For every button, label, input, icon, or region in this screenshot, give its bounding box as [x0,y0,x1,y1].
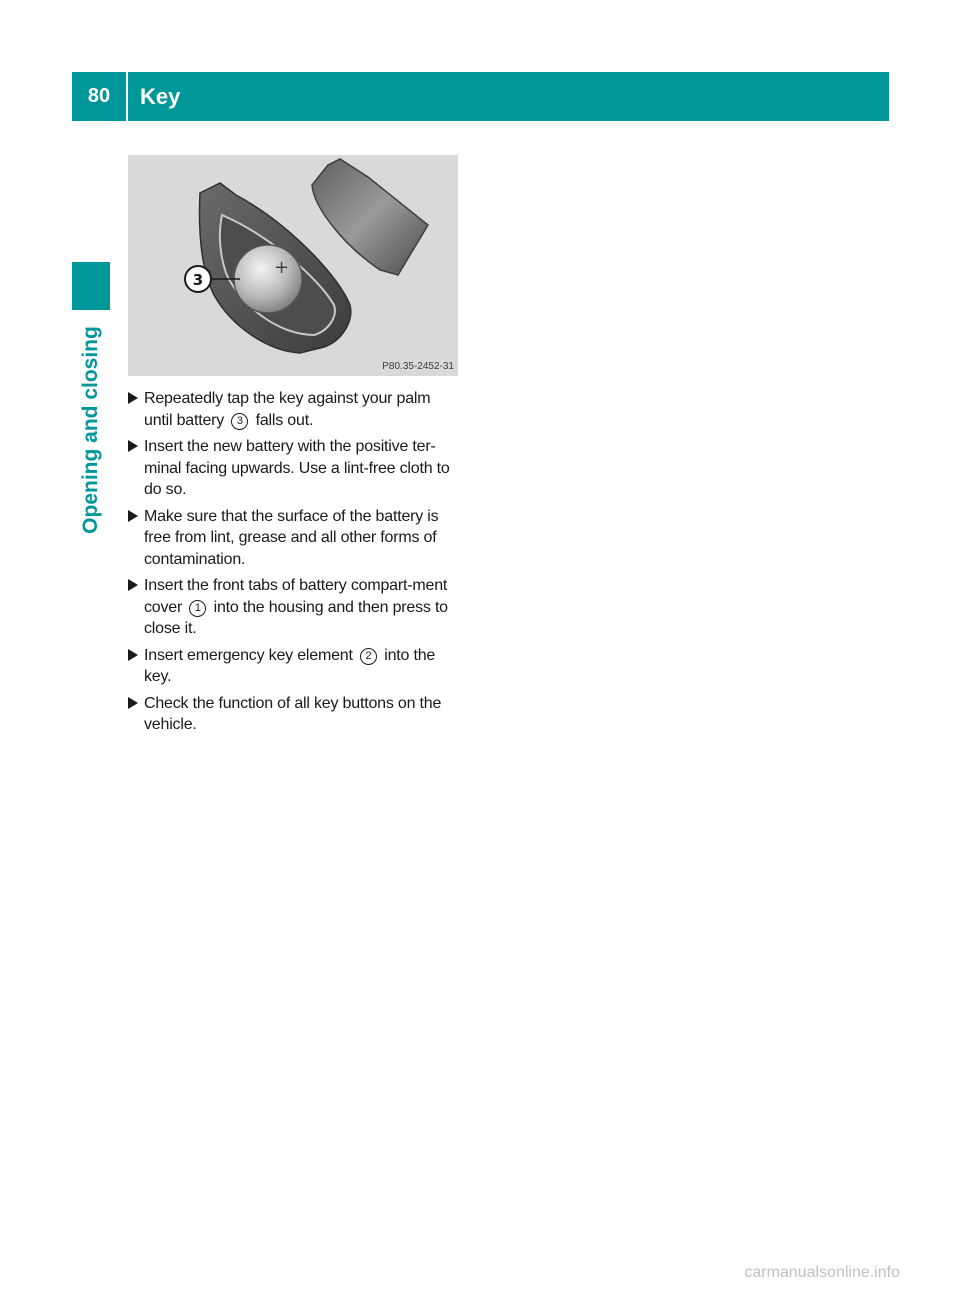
header-bar [72,72,889,121]
step-arrow-icon [128,392,138,404]
instruction-step [128,575,462,640]
step-text: Make sure that the surface of the battery is free from lint, grease and all other forms of contamination. [144,507,439,568]
step-text: Check the function of all key buttons on the vehicle. [144,694,442,733]
step-text: Insert the new battery with the positive ter-minal facing upwards. Use a lint-free cloth to do so. [144,438,450,498]
key-illustration-svg [128,155,458,376]
key-battery-illustration [128,155,458,376]
footer-watermark: carmanualsonline.info [744,1264,900,1281]
step-arrow-icon [128,440,138,452]
step-text: Insert the front tabs of battery compart-ment cover [144,577,448,616]
figure-code: P80.35-2452-31 [382,361,454,372]
callout-number-badge: 2 [360,648,377,665]
instruction-step [128,693,462,736]
instruction-step [128,388,462,431]
step-arrow-icon [128,649,138,661]
callout-number-badge: 1 [189,600,206,617]
header-divider [126,72,128,121]
step-text: Repeatedly tap the key against your palm until battery [144,390,431,429]
callout-number-badge: 3 [231,413,248,430]
step-text-continued: into the key. [144,646,436,685]
step-arrow-icon [128,579,138,591]
instruction-list [128,388,462,741]
instruction-step [128,645,462,688]
page-number: 80 [87,85,111,107]
section-title: Key [140,83,181,109]
step-text-continued: into the housing and then press to close it. [144,598,448,637]
battery-plus-sign: + [274,257,290,278]
chapter-label: Opening and closing [79,326,102,534]
instruction-step [128,436,462,501]
step-arrow-icon [128,510,138,522]
step-text: Insert emergency key element [144,646,357,664]
callout-number: 3 [192,271,204,289]
chapter-tab-marker [72,262,110,310]
step-text-continued: falls out. [251,411,314,429]
instruction-step [128,506,462,571]
step-arrow-icon [128,697,138,709]
